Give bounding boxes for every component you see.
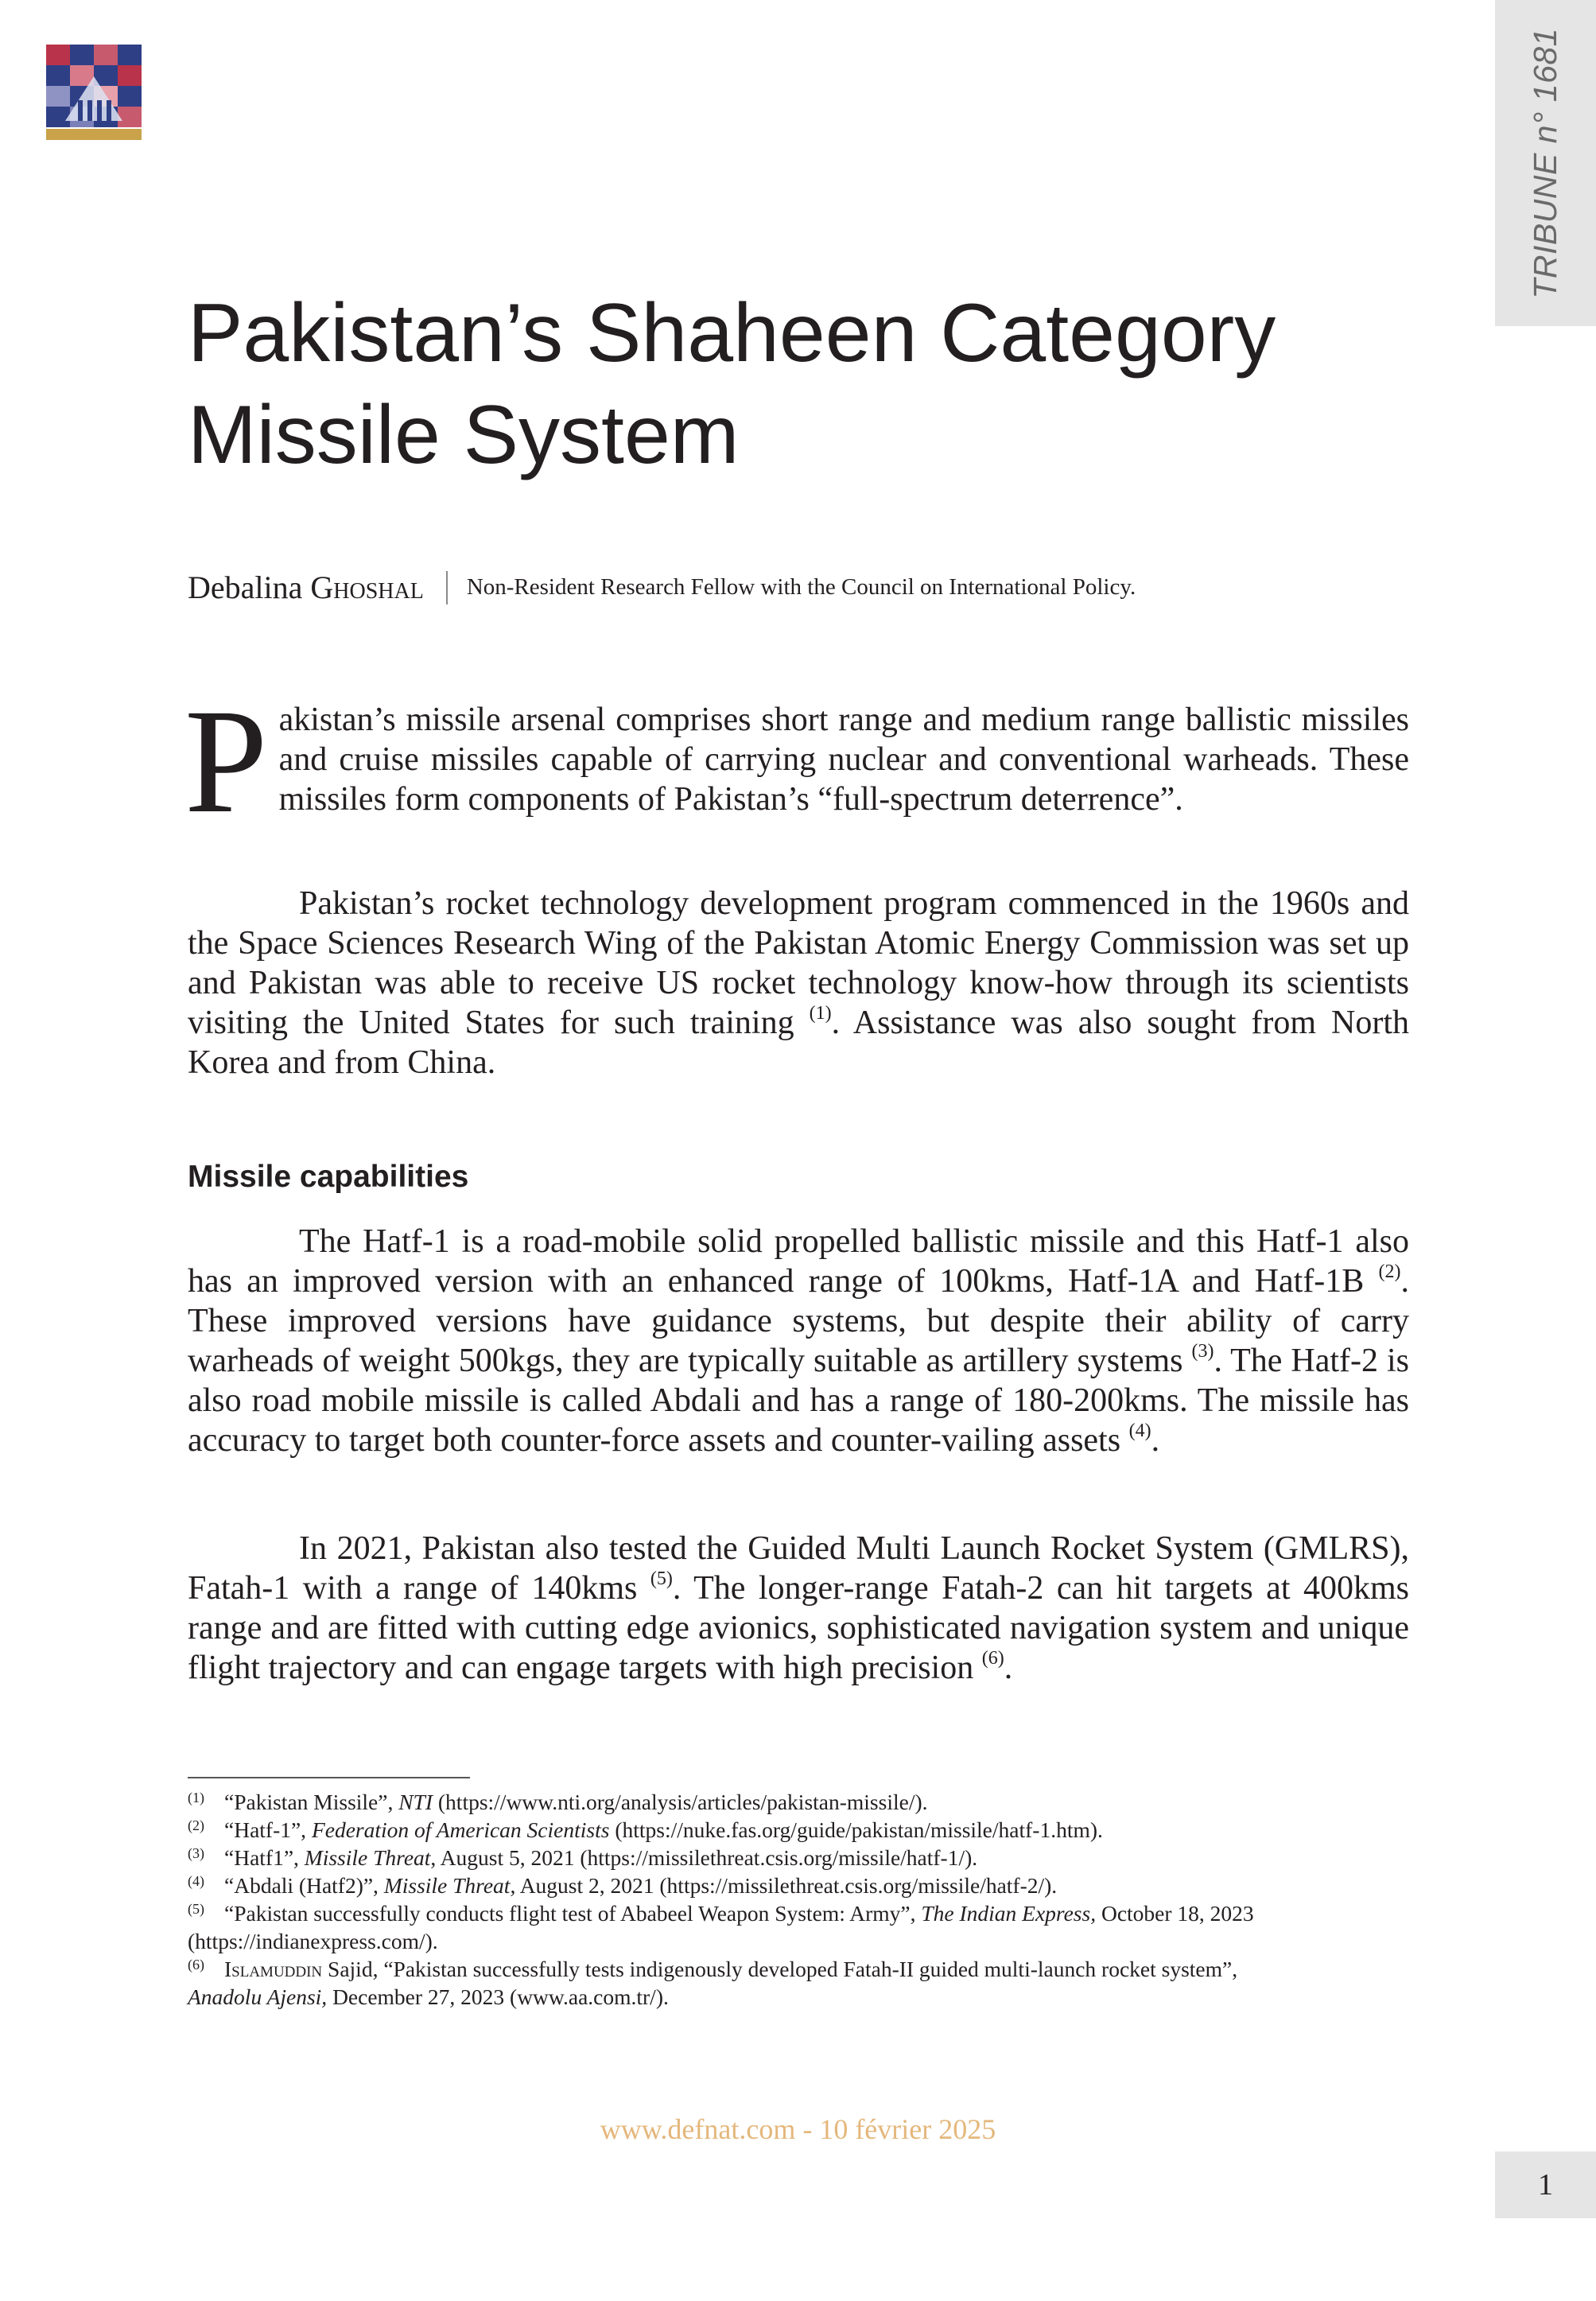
paragraph-2: Pakistan’s rocket technology development program commenced in the 1960s and the Space Sciences Research Wing of the Pakistan Atomic Energy Commission was set up and Pakistan was able to receive US rocket technology know-how through its scientists visiting the United States for such training $^{(1)}$. Assistance was also sought from North Korea and from China. [188, 885, 1410, 1081]
footnote-6: (6) Islamuddin Sajid, “Pakistan successfully tests indigenously developed Fatah-II guided multi-launch rocket system”, Anadolu Ajensi, December 27, 2023 (www.aa.com.tr/). [188, 1957, 1238, 2009]
footnote-ref[interactable]: (5) [650, 1568, 673, 1589]
author-affiliation: Non-Resident Research Fellow with the Council on International Policy. [466, 574, 1136, 600]
tribune-number-tab [1495, 0, 1596, 326]
footnote-link[interactable]: , August 5, 2021 (https://missilethreat.csis.org/missile/hatf-1/). [430, 1845, 978, 1870]
footnote-link[interactable]: August 2, 2021 (https://missilethreat.csis.org/missile/hatf-2/). [519, 1873, 1058, 1898]
footnote-ref[interactable]: (1) [809, 1003, 832, 1024]
drop-cap: P [184, 678, 268, 844]
footnote-ref[interactable]: (6) [981, 1648, 1004, 1669]
footnote-link[interactable]: December 27, 2023 (www.aa.com.tr/). [332, 1984, 669, 2009]
footnote-5: (5) “Pakistan successfully conducts flight test of Ababeel Weapon System: Army”, The Indian Express, October 18, 2023 (https://indianexpress.com/). [188, 1901, 1254, 1953]
author-separator [446, 571, 448, 604]
footnote-1: (1) “Pakistan Missile”, NTI (https://www.nti.org/analysis/articles/pakistan-missile/). [188, 1790, 928, 1814]
page-number: 1 [1538, 2168, 1553, 2202]
title-line-2: Missile System [188, 389, 740, 481]
paragraph-4: In 2021, Pakistan also tested the Guided Multi Launch Rocket System (GMLRS), Fatah-1 with a range of 140kms $^{(5)}$. The longer-range Fatah-2 can hit targets at 400kms range and are fitted with cutting edge avionics, sophisticated navigation system and unique flight trajectory and can engage targets with high precision $^{(6)}$. [188, 1530, 1409, 1686]
tribune-label: TRIBUNE n° 1681 [1527, 27, 1563, 299]
footnote-4: (4) “Abdali (Hatf2)”, Missile Threat, August 2, 2021 (https://missilethreat.csis.org/missile/hatf-2/). [188, 1873, 1058, 1898]
section-heading: Missile capabilities [188, 1160, 469, 1194]
footnote-link[interactable]: (https://nuke.fas.org/guide/pakistan/missile/hatf-1.htm). [615, 1817, 1103, 1842]
author-line [188, 569, 1136, 606]
footnote-divider [188, 1777, 470, 1778]
footer-site-date[interactable]: www.defnat.com - 10 février 2025 [600, 2113, 996, 2145]
institute-logo-icon [46, 45, 142, 140]
author-name: Debalina Ghoshal [188, 569, 424, 605]
page-number-tab [1495, 2151, 1596, 2218]
paragraph-3: The Hatf-1 is a road-mobile solid propelled ballistic missile and this Hatf-1 also has an improved version with an enhanced range of 100kms, Hatf-1A and Hatf-1B $^{(2)}$. These improved versions have guidance systems, but despite their ability of carry warheads of weight 500kgs, they are typically suitable as artillery systems $^{(3)}$. The Hatf-2 is also road mobile missile is called Abdali and has a range of 180-200kms. The missile has accuracy to target both counter-force assets and counter-vailing assets $^{(4)}$. [188, 1223, 1410, 1459]
footnote-2: (2) “Hatf-1”, Federation of American Scientists (https://nuke.fas.org/guide/pakistan/missile/hatf-1.htm). [188, 1817, 1103, 1842]
footnote-ref[interactable]: (2) [1378, 1261, 1401, 1282]
footnote-link[interactable]: (https://indianexpress.com/). [188, 1929, 438, 1953]
footnote-3: (3) “Hatf1”, Missile Threat, August 5, 2021 (https://missilethreat.csis.org/missile/hatf-1/). [188, 1845, 978, 1870]
footnotes [188, 1788, 1409, 2011]
footnote-link[interactable]: (https://www.nti.org/analysis/articles/pakistan-missile/). [437, 1790, 928, 1814]
paragraph-1: Pakistan’s missile arsenal comprises short range and medium range ballistic missiles and cruise missiles capable of carrying nuclear and conventional warheads. These missiles form components of Pakistan’s “full-spectrum deterrence”. [184, 678, 1409, 844]
title-line-1: Pakistan’s Shaheen Category [188, 287, 1276, 379]
footnote-ref[interactable]: (3) [1191, 1341, 1214, 1362]
footnote-ref[interactable]: (4) [1128, 1421, 1151, 1441]
article-title [188, 282, 1428, 486]
